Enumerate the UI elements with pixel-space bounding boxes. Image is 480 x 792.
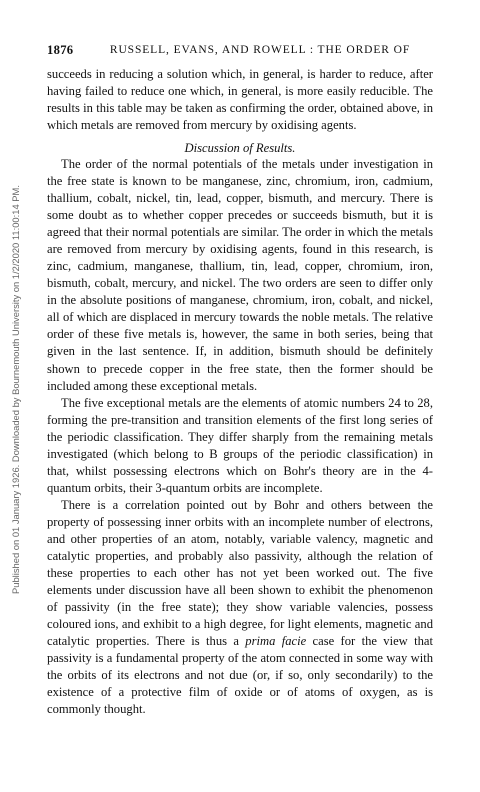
paragraph-passivity	[47, 497, 433, 718]
running-title: RUSSELL, EVANS, AND ROWELL : THE ORDER OF	[109, 44, 411, 56]
paragraph-normal-potentials: The order of the normal potentials of the metals under investigation in the free state is known to be manganese, zinc, chromium, iron, cadmium, thallium, cobalt, nickel, tin, lead, copper, bismuth, and mercury. There is some doubt as to whether copper precedes or succeeds bismuth, but it is agreed that their normal potentials are similar. The order in which the metals are removed from mercury by oxidising agents, found in this research, is zinc, cadmium, manganese, thallium, tin, lead, copper, chromium, iron, bismuth, cobalt, mercury, and nickel. The two orders are seen to differ only in the absolute positions of manganese, chromium, iron, cobalt, and nickel, all of which are displaced in mercury towards the noble metals. The relative order of these five metals is, however, the same in both series, being that given in the last sentence. If, in addition, bismuth should be definitely shown to precede copper in the free state, then the former should be included among these exceptional metals.	[47, 157, 433, 393]
paragraph-continuation: succeeds in reducing a solution which, in general, is harder to reduce, after having failed to reduce one which, in general, is more easily reducible. The results in this table may be taken as confirming the order, obtained above, in which metals are removed from mercury by oxidising agents.	[47, 67, 433, 133]
paragraph-passivity-part2: case for the view that passivity is a fundamental property of the atom connected in some way with the orbits of its electrons and not due (or, if so, only secondarily) to the existence of a protective film of oxide or of atoms of oxygen, as is commonly thought.	[47, 634, 433, 717]
section-heading: Discussion of Results.	[184, 141, 296, 156]
paragraph-passivity-part1: There is a correlation pointed out by Bohr and others between the property of possessing inner orbits with an incomplete number of electrons, and other properties of an atom, notably, variable valency, magnetic and catalytic properties, and probably also passivity, although the relation of these properties to each other has not yet been worked out. The five elements under discussion have all been shown to exhibit the phenomenon of passivity (in the free state); they show variable valencies, possess coloured ions, and exhibit to a high degree, for light elements, magnetic and catalytic properties. There is thus a	[47, 497, 433, 648]
prima-facie-italic: prima facie	[245, 634, 307, 648]
page-number: 1876	[47, 43, 74, 57]
paragraph-exceptional-metals: The five exceptional metals are the elements of atomic numbers 24 to 28, forming the pre-transition and transition elements of the first long series of the periodic classification. They differ sharply from the remaining metals investigated (which belong to B groups of the periodic classification) in that, whilst possessing electrons which on Bohr's theory are in the 4-quantum orbits, their 3-quantum orbits are incomplete.	[47, 395, 433, 495]
download-watermark: Published on 01 January 1926. Downloaded by Bournemouth University on 1/2/2020 11:00:14 PM.	[10, 185, 21, 595]
running-header	[47, 43, 435, 59]
article-body	[47, 66, 433, 718]
